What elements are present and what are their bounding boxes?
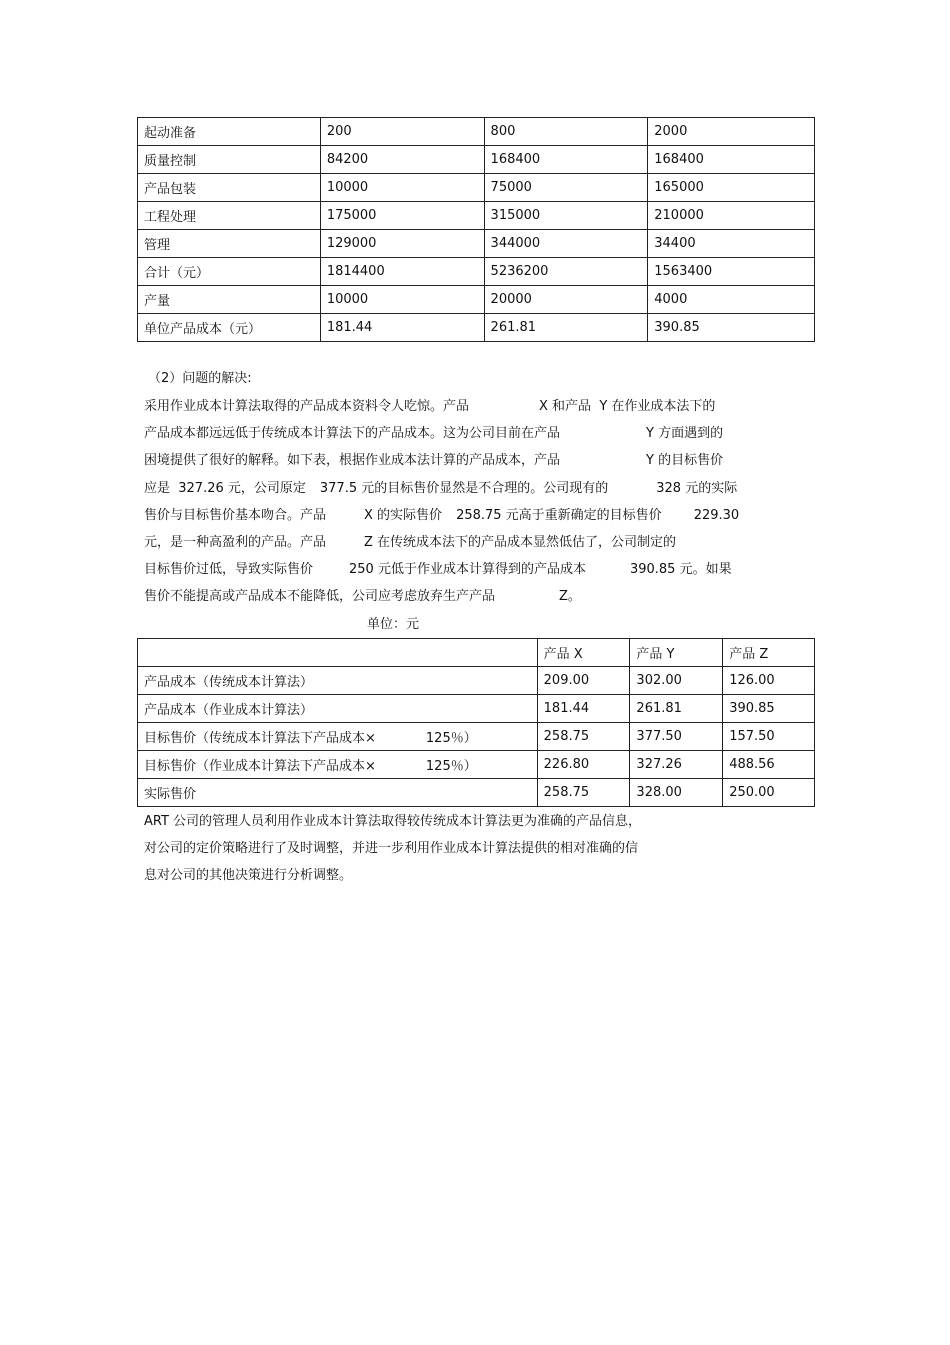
header-cell: 产品 Z xyxy=(723,639,815,667)
paragraph-line xyxy=(144,585,581,604)
text-span: 390.85 元。如果 xyxy=(629,562,732,577)
table-cell: 合计（元） xyxy=(138,258,321,286)
table-cell: 产品包装 xyxy=(138,174,321,202)
table-cell: 210000 xyxy=(648,202,815,230)
activity-cost-table xyxy=(137,117,815,342)
row-label-percent: 125％） xyxy=(425,731,477,746)
table-cell: 质量控制 xyxy=(138,146,321,174)
text-span: Y 方面遇到的 xyxy=(646,426,724,441)
unit-label: 单位：元 xyxy=(367,617,420,632)
text-span: X 的实际售价 xyxy=(364,508,443,523)
conclusion-line: ART 公司的管理人员利用作业成本计算法取得较传统成本计算法更为准确的产品信息， xyxy=(144,814,642,829)
text-span: 困境提供了很好的解释。如下表，根据作业成本法计算的产品成本，产品 xyxy=(144,453,561,468)
text-span: 250 元低于作业成本计算得到的产品成本 xyxy=(349,562,586,577)
table-cell: 产量 xyxy=(138,286,321,314)
table-cell: 200 xyxy=(320,118,484,146)
table-cell: 1814400 xyxy=(320,258,484,286)
table-cell: 20000 xyxy=(484,286,648,314)
table-cell: 328.00 xyxy=(630,779,723,807)
table-cell: 181.44 xyxy=(537,695,630,723)
table-cell: 377.50 xyxy=(630,723,723,751)
table-row xyxy=(138,174,815,202)
text-span: 售价不能提高或产品成本不能降低，公司应考虑放弃生产产品 xyxy=(144,589,496,604)
table-cell: 工程处理 xyxy=(138,202,321,230)
paragraph-line xyxy=(144,449,723,468)
table-cell: 250.00 xyxy=(723,779,815,807)
table-cell: 126.00 xyxy=(723,667,815,695)
table-cell: 10000 xyxy=(320,286,484,314)
table-cell: 258.75 xyxy=(537,779,630,807)
text-span: 229.30 xyxy=(693,508,740,523)
text-span: 目标售价过低，导致实际售价 xyxy=(144,562,314,577)
row-label: 目标售价（作业成本计算法下产品成本× xyxy=(144,759,376,774)
table-row xyxy=(138,667,815,695)
table-cell: 315000 xyxy=(484,202,648,230)
text-span: X 和产品 Y 在作业成本法下的 xyxy=(539,399,716,414)
table-row xyxy=(138,751,815,779)
paragraph-line xyxy=(144,395,715,414)
table-cell: 488.56 xyxy=(723,751,815,779)
paragraph-line xyxy=(144,504,739,523)
text-span: Z 在传统成本法下的产品成本显然低估了，公司制定的 xyxy=(364,535,677,550)
paragraph-line xyxy=(144,422,723,441)
text-span: Y 的目标售价 xyxy=(646,453,724,468)
table-cell: 226.80 xyxy=(537,751,630,779)
row-label: 产品成本（传统成本计算法） xyxy=(144,675,314,690)
table-cell: 800 xyxy=(484,118,648,146)
paragraph-line xyxy=(144,531,676,550)
text-span: 258.75 元高于重新确定的目标售价 xyxy=(456,508,662,523)
row-label-cell xyxy=(138,667,538,695)
table-row xyxy=(138,230,815,258)
header-cell: 产品 X xyxy=(537,639,630,667)
conclusion-line: 对公司的定价策略进行了及时调整，并进一步利用作业成本计算法提供的相对准确的信 xyxy=(144,841,639,856)
row-label-cell xyxy=(138,695,538,723)
paragraph-line xyxy=(144,477,737,496)
table-row xyxy=(138,118,815,146)
table-cell: 165000 xyxy=(648,174,815,202)
conclusion-line: 息对公司的其他决策进行分析调整。 xyxy=(144,868,353,883)
row-label: 实际售价 xyxy=(144,787,197,802)
text-span: 元，是一种高盈利的产品。产品 xyxy=(144,535,327,550)
table-row xyxy=(138,314,815,342)
price-comparison-table xyxy=(137,638,815,807)
row-label-cell xyxy=(138,779,538,807)
table-row xyxy=(138,258,815,286)
table-cell: 261.81 xyxy=(484,314,648,342)
section-heading: （2）问题的解决: xyxy=(148,371,252,386)
table-cell: 302.00 xyxy=(630,667,723,695)
text-span: 应是 327.26 元，公司原定 xyxy=(144,481,306,496)
table-cell: 344000 xyxy=(484,230,648,258)
text-span: 采用作业成本计算法取得的产品成本资料令人吃惊。产品 xyxy=(144,399,470,414)
row-label: 目标售价（传统成本计算法下产品成本× xyxy=(144,731,376,746)
header-cell: 产品 Y xyxy=(630,639,723,667)
table-cell: 258.75 xyxy=(537,723,630,751)
table-cell: 2000 xyxy=(648,118,815,146)
text-span: 328 元的实际 xyxy=(656,481,738,496)
table-row xyxy=(138,723,815,751)
row-label: 产品成本（作业成本计算法） xyxy=(144,703,314,718)
table-cell: 34400 xyxy=(648,230,815,258)
header-cell xyxy=(138,639,538,667)
table-cell: 390.85 xyxy=(723,695,815,723)
table-row xyxy=(138,286,815,314)
table-cell: 390.85 xyxy=(648,314,815,342)
table-cell: 84200 xyxy=(320,146,484,174)
table-cell: 129000 xyxy=(320,230,484,258)
table-row xyxy=(138,146,815,174)
table-header-row xyxy=(138,639,815,667)
text-span: 产品成本都远远低于传统成本计算法下的产品成本。这为公司目前在产品 xyxy=(144,426,561,441)
table-cell: 209.00 xyxy=(537,667,630,695)
table-row xyxy=(138,202,815,230)
table-cell: 168400 xyxy=(648,146,815,174)
table-cell: 管理 xyxy=(138,230,321,258)
text-span: 售价与目标售价基本吻合。产品 xyxy=(144,508,327,523)
paragraph-line xyxy=(144,558,732,577)
table-cell: 起动准备 xyxy=(138,118,321,146)
table-cell: 327.26 xyxy=(630,751,723,779)
row-label-cell xyxy=(138,723,538,751)
table-cell: 175000 xyxy=(320,202,484,230)
table-cell: 10000 xyxy=(320,174,484,202)
table-cell: 单位产品成本（元） xyxy=(138,314,321,342)
table-cell: 261.81 xyxy=(630,695,723,723)
table-cell: 75000 xyxy=(484,174,648,202)
row-label-percent: 125％） xyxy=(425,759,477,774)
text-span: Z。 xyxy=(559,589,581,604)
table-cell: 4000 xyxy=(648,286,815,314)
table-row xyxy=(138,695,815,723)
table-row xyxy=(138,779,815,807)
row-label-cell xyxy=(138,751,538,779)
table-cell: 168400 xyxy=(484,146,648,174)
table-cell: 157.50 xyxy=(723,723,815,751)
table-cell: 181.44 xyxy=(320,314,484,342)
table-cell: 1563400 xyxy=(648,258,815,286)
table-cell: 5236200 xyxy=(484,258,648,286)
text-span: 377.5 元的目标售价显然是不合理的。公司现有的 xyxy=(319,481,609,496)
